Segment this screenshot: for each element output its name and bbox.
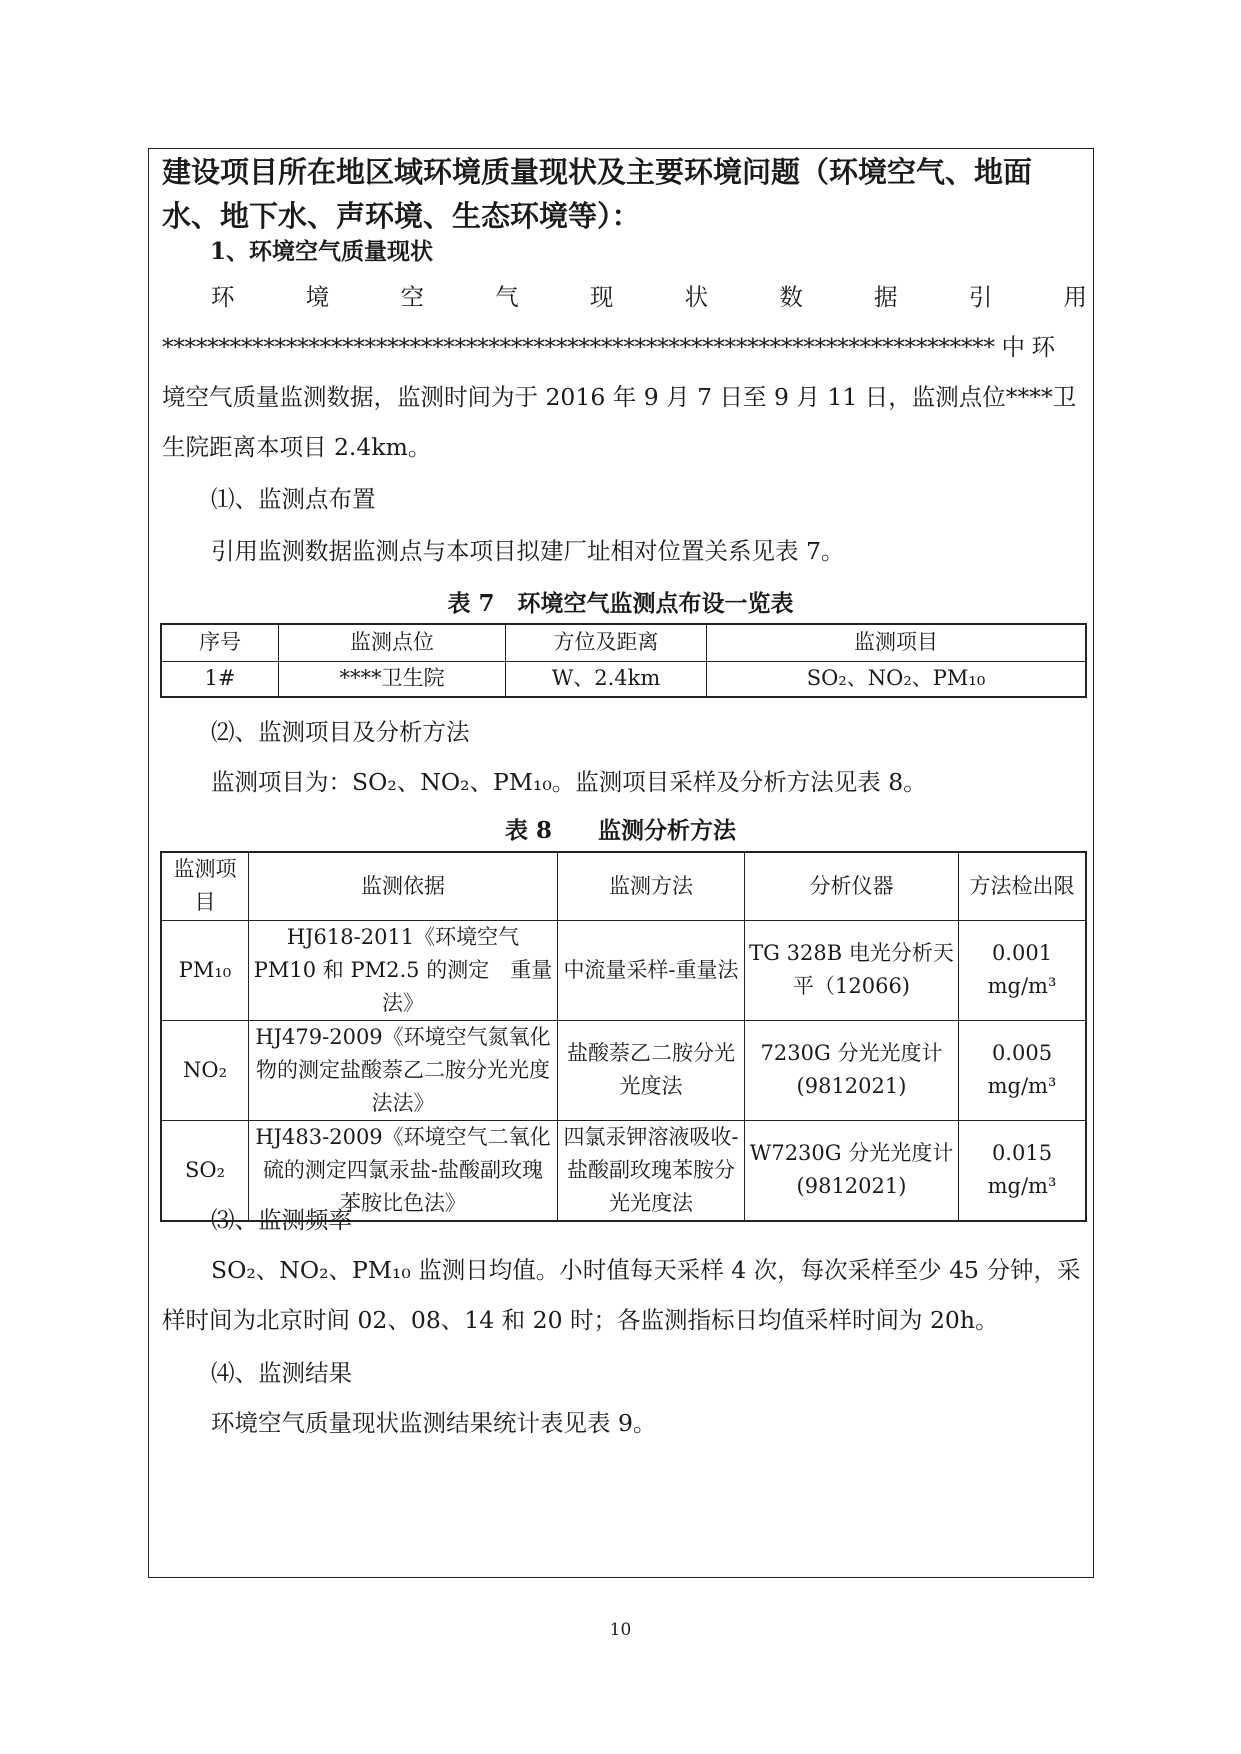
intro-char: 境 <box>305 283 330 311</box>
table-7-header-site: 监测点位 <box>279 624 506 661</box>
limit-unit: mg/m³ <box>987 1174 1057 1198</box>
table-row <box>161 1020 1086 1120</box>
table-7-header-dir: 方位及距离 <box>506 624 707 661</box>
table-8-instrument: 7230G 分光光度计 (9812021) <box>745 1020 959 1120</box>
limit-unit: mg/m³ <box>987 1074 1057 1098</box>
subsection-2-text: 监测项目为：SO₂、NO₂、PM₁₀。监测项目采样及分析方法见表 8。 <box>211 768 927 796</box>
intro-char: 空 <box>400 283 424 311</box>
table-8-limit <box>959 1020 1087 1120</box>
section-heading: 建设项目所在地区域环境质量现状及主要环境问题（环境空气、地面水、地下水、声环境、生态环境等）： <box>162 155 1033 233</box>
intro-char: 数 <box>779 283 803 311</box>
table-8-item: NO₂ <box>161 1020 249 1120</box>
table-7 <box>160 623 1087 698</box>
table-8 <box>160 851 1087 1222</box>
intro-char: 气 <box>495 283 519 311</box>
table-8-basis: HJ483-2009《环境空气二氧化硫的测定四氯汞盐-盐酸副玫瑰苯胺比色法》 <box>249 1120 558 1221</box>
subsection-4-title: ⑷、监测结果 <box>211 1359 352 1387</box>
table-7-cell-no: 1# <box>161 661 279 697</box>
intro-line-1 <box>162 272 1087 322</box>
table-8-header-method: 监测方法 <box>558 852 745 920</box>
subsection-3-title: ⑶、监测频率 <box>211 1206 352 1234</box>
table-row <box>161 920 1086 1020</box>
table-8-method: 四氯汞钾溶液吸收-盐酸副玫瑰苯胺分光光度法 <box>558 1120 745 1221</box>
subsection-3-line-1: SO₂、NO₂、PM₁₀ 监测日均值。小时值每天采样 4 次，每次采样至少 45 分钟，采 <box>211 1256 1081 1284</box>
intro-char: 据 <box>874 283 898 311</box>
intro-line-2: ************************************************************************** 中 环 <box>162 333 1055 361</box>
table-8-header-limit: 方法检出限 <box>959 852 1087 920</box>
table-7-cell-dir: W、2.4km <box>506 661 707 697</box>
table-8-instrument: TG 328B 电光分析天平（12066) <box>745 920 959 1020</box>
table-8-item: SO₂ <box>161 1120 249 1221</box>
intro-char: 现 <box>589 283 614 311</box>
table-7-cell-site: ****卫生院 <box>279 661 506 697</box>
limit-unit: mg/m³ <box>987 974 1057 998</box>
page-number: 10 <box>609 1620 632 1640</box>
table-7-header-no: 序号 <box>161 624 279 661</box>
table-8-header-instrument: 分析仪器 <box>745 852 959 920</box>
table-8-method: 盐酸萘乙二胺分光光度法 <box>558 1020 745 1120</box>
table-8-header-basis: 监测依据 <box>249 852 558 920</box>
intro-char: 状 <box>684 283 709 311</box>
limit-value: 0.005 <box>991 1041 1053 1065</box>
table-8-item: PM₁₀ <box>161 920 249 1020</box>
table-8-instrument: W7230G 分光光度计 (9812021) <box>745 1120 959 1221</box>
intro-char: 引 <box>968 283 993 311</box>
intro-paragraph <box>162 272 1087 472</box>
table-7-cell-items: SO₂、NO₂、PM₁₀ <box>707 661 1087 697</box>
table-8-method: 中流量采样-重量法 <box>558 920 745 1020</box>
table-8-limit <box>959 920 1087 1020</box>
table-7-header-items: 监测项目 <box>707 624 1087 661</box>
table-8-caption: 表 8 监测分析方法 <box>504 817 736 844</box>
subsection-1-text: 引用监测数据监测点与本项目拟建厂址相对位置关系见表 7。 <box>211 537 845 565</box>
table-8-header-item: 监测项目 <box>161 852 249 920</box>
table-7-caption: 表 7 环境空气监测点布设一览表 <box>447 590 794 617</box>
section-title-air-quality: 1、环境空气质量现状 <box>210 238 434 265</box>
table-8-basis: HJ479-2009《环境空气氮氧化物的测定盐酸萘乙二胺分光光度法法》 <box>249 1020 558 1120</box>
intro-line-4: 生院距离本项目 2.4km。 <box>162 433 432 461</box>
limit-value: 0.001 <box>991 941 1053 965</box>
intro-char: 用 <box>1063 283 1087 311</box>
subsection-1-title: ⑴、监测点布置 <box>211 485 376 513</box>
limit-value: 0.015 <box>991 1141 1053 1165</box>
table-8-basis: HJ618-2011《环境空气 PM10 和 PM2.5 的测定 重量法》 <box>249 920 558 1020</box>
intro-char: 环 <box>211 283 235 311</box>
subsection-4-text: 环境空气质量现状监测结果统计表见表 9。 <box>211 1409 657 1437</box>
intro-line-3: 境空气质量监测数据，监测时间为于 2016 年 9 月 7 日至 9 月 11 日，监测点位****卫 <box>162 383 1077 411</box>
subsection-2-title: ⑵、监测项目及分析方法 <box>211 718 470 746</box>
subsection-3-line-2: 样时间为北京时间 02、08、14 和 20 时；各监测指标日均值采样时间为 20h。 <box>162 1306 999 1334</box>
